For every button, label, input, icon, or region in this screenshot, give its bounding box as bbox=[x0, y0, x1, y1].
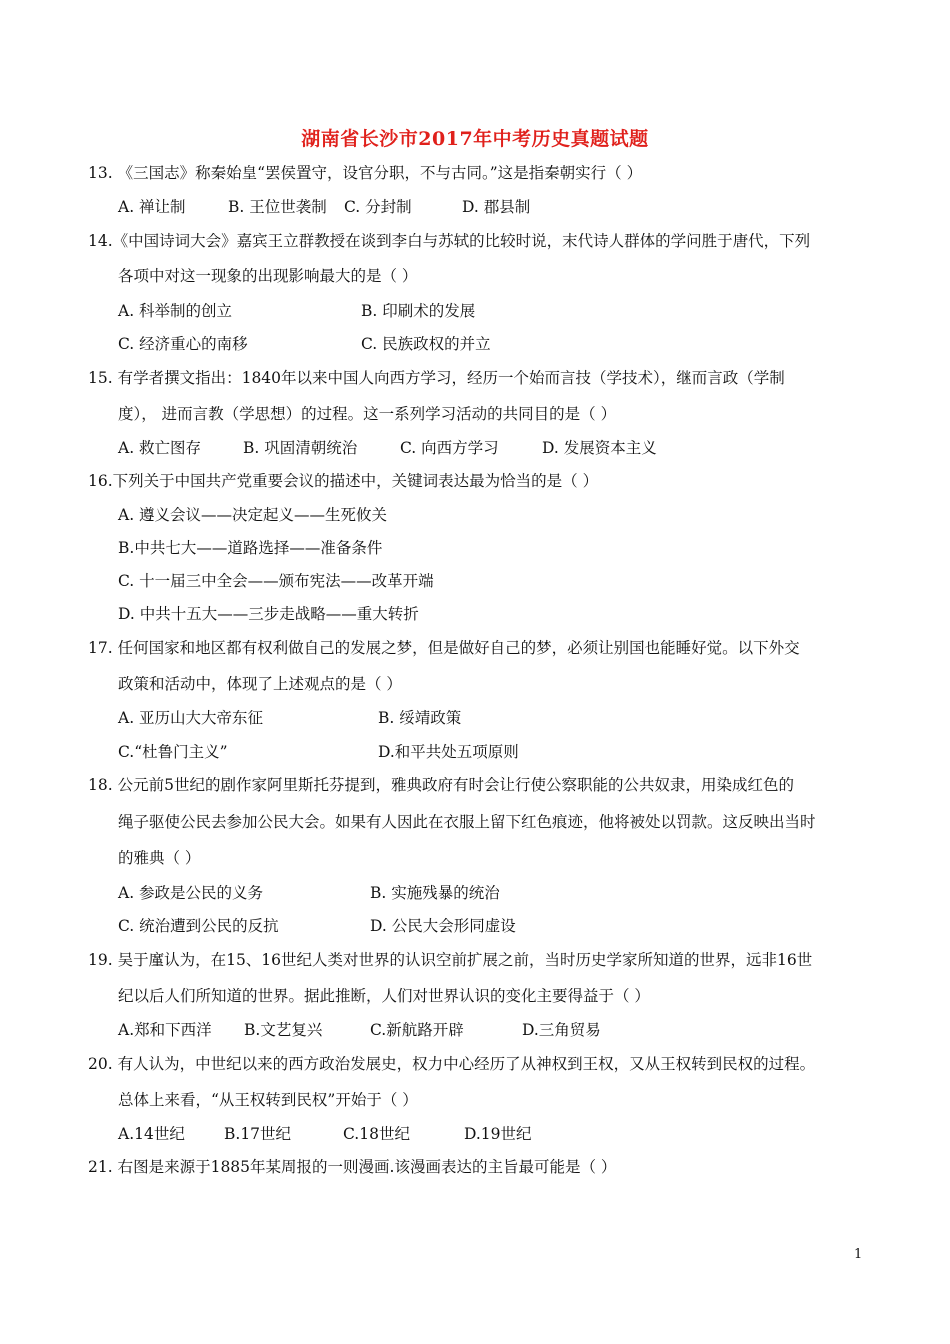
option-b: B. 绥靖政策 bbox=[378, 709, 462, 727]
option-d: D.和平共处五项原则 bbox=[378, 743, 519, 761]
option-b: B.文艺复兴 bbox=[244, 1021, 323, 1039]
option-c: C.“杜鲁门主义” bbox=[118, 743, 228, 761]
option-a: A. 救亡图存 bbox=[118, 439, 202, 457]
option-a: A.14世纪 bbox=[118, 1125, 185, 1143]
option-d: D. 公民大会形同虚设 bbox=[370, 917, 516, 935]
option-a: A. 科举制的创立 bbox=[118, 302, 233, 320]
option-a: A. 参政是公民的义务 bbox=[118, 884, 264, 902]
option-c: C.18世纪 bbox=[343, 1125, 410, 1143]
question-14-options-row1 bbox=[118, 301, 475, 321]
question-20-options bbox=[118, 1124, 532, 1144]
question-18-options-row2 bbox=[118, 916, 516, 936]
question-14-stem-cont: 各项中对这一现象的出现影响最大的是（ ） bbox=[118, 267, 418, 285]
option-d: D.三角贸易 bbox=[522, 1021, 601, 1039]
question-14-stem: 14.《中国诗词大会》嘉宾王立群教授在谈到李白与苏轼的比较时说，末代诗人群体的学问胜于唐代，下列 bbox=[88, 232, 811, 250]
question-17-stem: 17. 任何国家和地区都有权利做自己的发展之梦，但是做好自己的梦，必须让别国也能睡好觉。以下外交 bbox=[88, 639, 800, 657]
question-17-stem-cont: 政策和活动中，体现了上述观点的是（ ） bbox=[118, 675, 402, 693]
option-b: B.17世纪 bbox=[224, 1125, 292, 1143]
question-13-stem: 13. 《三国志》称秦始皇“罢侯置守，设官分职，不与古同。”这是指秦朝实行（ ） bbox=[88, 164, 643, 182]
page-title: 湖南省长沙市2017年中考历史真题试题 bbox=[301, 128, 649, 150]
question-20-stem-cont: 总体上来看，“从王权转到民权”开始于（ ） bbox=[118, 1091, 418, 1109]
question-15-stem: 15. 有学者撰文指出：1840年以来中国人向西方学习，经历一个始而言技（学技术），继而言政（学制 bbox=[88, 369, 785, 387]
question-18-stem: 18. 公元前5世纪的剧作家阿里斯托芬提到，雅典政府有时会让行使公察职能的公共奴隶，用染成红色的 bbox=[88, 776, 794, 794]
question-14-options-row2 bbox=[118, 334, 491, 354]
question-20-stem: 20. 有人认为，中世纪以来的西方政治发展史，权力中心经历了从神权到王权，又从王权转到民权的过程。 bbox=[88, 1055, 816, 1073]
question-17-options-row2 bbox=[118, 742, 519, 762]
question-18-options-row1 bbox=[118, 883, 500, 903]
option-b: B. 印刷术的发展 bbox=[361, 302, 476, 320]
option-c: C. 向西方学习 bbox=[400, 439, 499, 457]
question-16-option-a: A. 遵义会议——决定起义——生死攸关 bbox=[118, 506, 388, 524]
question-19-stem-cont: 纪以后人们所知道的世界。据此推断，人们对世界认识的变化主要得益于（ ） bbox=[118, 987, 650, 1005]
option-d: D.19世纪 bbox=[464, 1125, 532, 1143]
question-17-options-row1 bbox=[118, 708, 461, 728]
option-d: D. 郡县制 bbox=[462, 198, 531, 216]
question-18-stem-cont2: 的雅典（ ） bbox=[118, 849, 201, 867]
page-number: 1 bbox=[854, 1247, 863, 1262]
question-18-stem-cont: 绳子驱使公民去参加公民大会。如果有人因此在衣服上留下红色痕迹，他将被处以罚款。这反映出当时 bbox=[118, 813, 816, 831]
option-b: B. 王位世袭制 bbox=[228, 198, 327, 216]
question-16-option-c: C. 十一届三中全会——颁布宪法——改革开端 bbox=[118, 572, 434, 590]
option-c: C.新航路开辟 bbox=[370, 1021, 464, 1039]
question-21-stem: 21. 右图是来源于1885年某周报的一则漫画.该漫画表达的主旨最可能是（ ） bbox=[88, 1158, 617, 1176]
option-c: C. 分封制 bbox=[344, 198, 412, 216]
question-15-options bbox=[118, 438, 657, 458]
option-d: D. 发展资本主义 bbox=[542, 439, 657, 457]
option-c: C. 统治遭到公民的反抗 bbox=[118, 917, 279, 935]
option-a: A. 亚历山大大帝东征 bbox=[118, 709, 264, 727]
option-d: C. 民族政权的并立 bbox=[361, 335, 491, 353]
question-19-options bbox=[118, 1020, 601, 1040]
question-16-stem: 16.下列关于中国共产党重要会议的描述中，关键词表达最为恰当的是（ ） bbox=[88, 472, 599, 490]
option-b: B. 实施残暴的统治 bbox=[370, 884, 500, 902]
question-19-stem: 19. 吴于廑认为，在15、16世纪人类对世界的认识空前扩展之前，当时历史学家所知道的世界，远非16世 bbox=[88, 951, 813, 969]
question-16-option-b: B.中共七大——道路选择——准备条件 bbox=[118, 539, 383, 557]
option-b: B. 巩固清朝统治 bbox=[243, 439, 358, 457]
option-a: A. 禅让制 bbox=[118, 198, 186, 216]
option-a: A.郑和下西洋 bbox=[118, 1021, 212, 1039]
question-16-option-d: D. 中共十五大——三步走战略——重大转折 bbox=[118, 605, 419, 623]
option-c: C. 经济重心的南移 bbox=[118, 335, 248, 353]
question-15-stem-cont: 度）， 进而言教（学思想）的过程。这一系列学习活动的共同目的是（ ） bbox=[118, 405, 617, 423]
question-13-options bbox=[118, 197, 530, 217]
